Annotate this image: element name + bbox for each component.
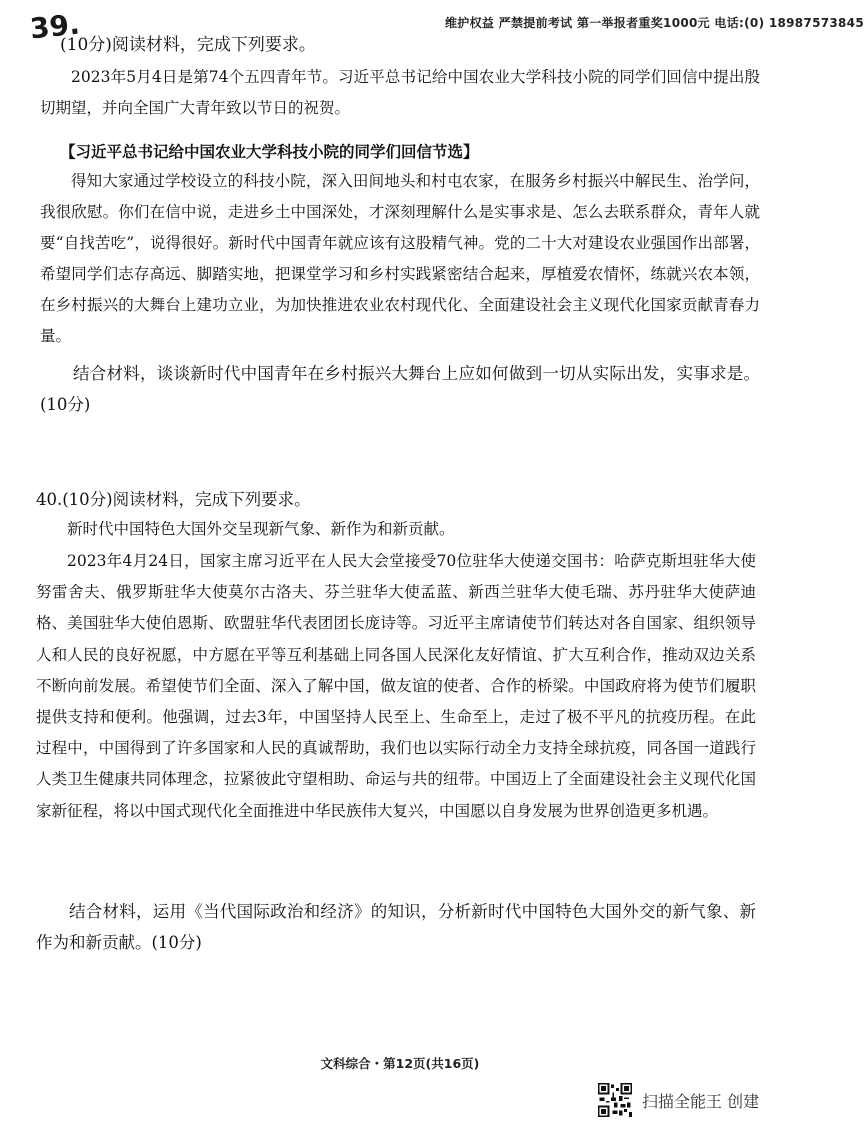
- handwritten-question-number: 39.: [28, 7, 82, 46]
- scanner-watermark-text: 扫描全能王 创建: [642, 1091, 760, 1111]
- question-40-task: 结合材料，运用《当代国际政治和经济》的知识，分析新时代中国特色大国外交的新气象、新作为和新贡献。(10分): [36, 902, 756, 952]
- question-40-material: 2023年4月24日，国家主席习近平在人民大会堂接受70位驻华大使递交国书：哈萨克斯坦驻华大使努雷舍夫、俄罗斯驻华大使莫尔古洛夫、芬兰驻华大使孟蓝、新西兰驻华大使毛瑞、苏丹驻华大使萨迪格、美国驻华大使伯恩斯、欧盟驻华代表团团长庞诗等。习近平主席请使节们转达对各自国家、组织领导人和人民的良好祝愿，中方愿在平等互利基础上同各国人民深化友好情谊、扩大互利合作，推动双边关系不断向前发展。希望使节们全面、深入了解中国，做友谊的使者、合作的桥梁。中国政府将为使节们履职提供支持和便利。他强调，过去3年，中国坚持人民至上、生命至上，走过了极不平凡的抗疫历程。在此过程中，中国得到了许多国家和人民的真诚帮助，我们也以实际行动全力支持全球抗疫，同各国一道践行人类卫生健康共同体理念，拉紧彼此守望相助、命运与共的纽带。中国迈上了全面建设社会主义现代化国家新征程，将以中国式现代化全面推进中华民族伟大复兴，中国愿以自身发展为世界创造更多机遇。: [36, 552, 756, 820]
- qr-code-icon: [598, 1083, 632, 1117]
- page-footer: 文科综合・第12页(共16页): [320, 1056, 480, 1071]
- question-39-letter-title: 【习近平总书记给中国农业大学科技小院的同学们回信节选】: [60, 142, 479, 161]
- question-39-intro: 2023年5月4日是第74个五四青年节。习近平总书记给中国农业大学科技小院的同学们回信中提出殷切期望，并向全国广大青年致以节日的祝贺。: [40, 68, 760, 117]
- question-39-task: 结合材料，谈谈新时代中国青年在乡村振兴大舞台上应如何做到一切从实际出发，实事求是。(10分): [40, 364, 760, 414]
- question-39-letter-excerpt: 得知大家通过学校设立的科技小院，深入田间地头和村屯农家，在服务乡村振兴中解民生、治学问，我很欣慰。你们在信中说，走进乡土中国深处，才深刻理解什么是实事求是、怎么去联系群众，青年人就要“自找苦吃”，说得很好。新时代中国青年就应该有这股精气神。党的二十大对建设农业强国作出部署，希望同学们志存高远、脚踏实地，把课堂学习和乡村实践紧密结合起来，厚植爱农情怀，练就兴农本领，在乡村振兴的大舞台上建功立业，为加快推进农业农村现代化、全面建设社会主义现代化国家贡献青春力量。: [40, 172, 760, 345]
- question-40-heading: 40.(10分)阅读材料，完成下列要求。: [36, 490, 311, 509]
- question-39-heading: (10分)阅读材料，完成下列要求。: [60, 35, 316, 55]
- scanner-watermark: [598, 1082, 793, 1118]
- question-40-lead: 新时代中国特色大国外交呈现新气象、新作为和新贡献。: [67, 520, 455, 538]
- anti-leak-notice: 维护权益 严禁提前考试 第一举报者重奖1000元 电话:(0) 18987573845: [445, 16, 864, 30]
